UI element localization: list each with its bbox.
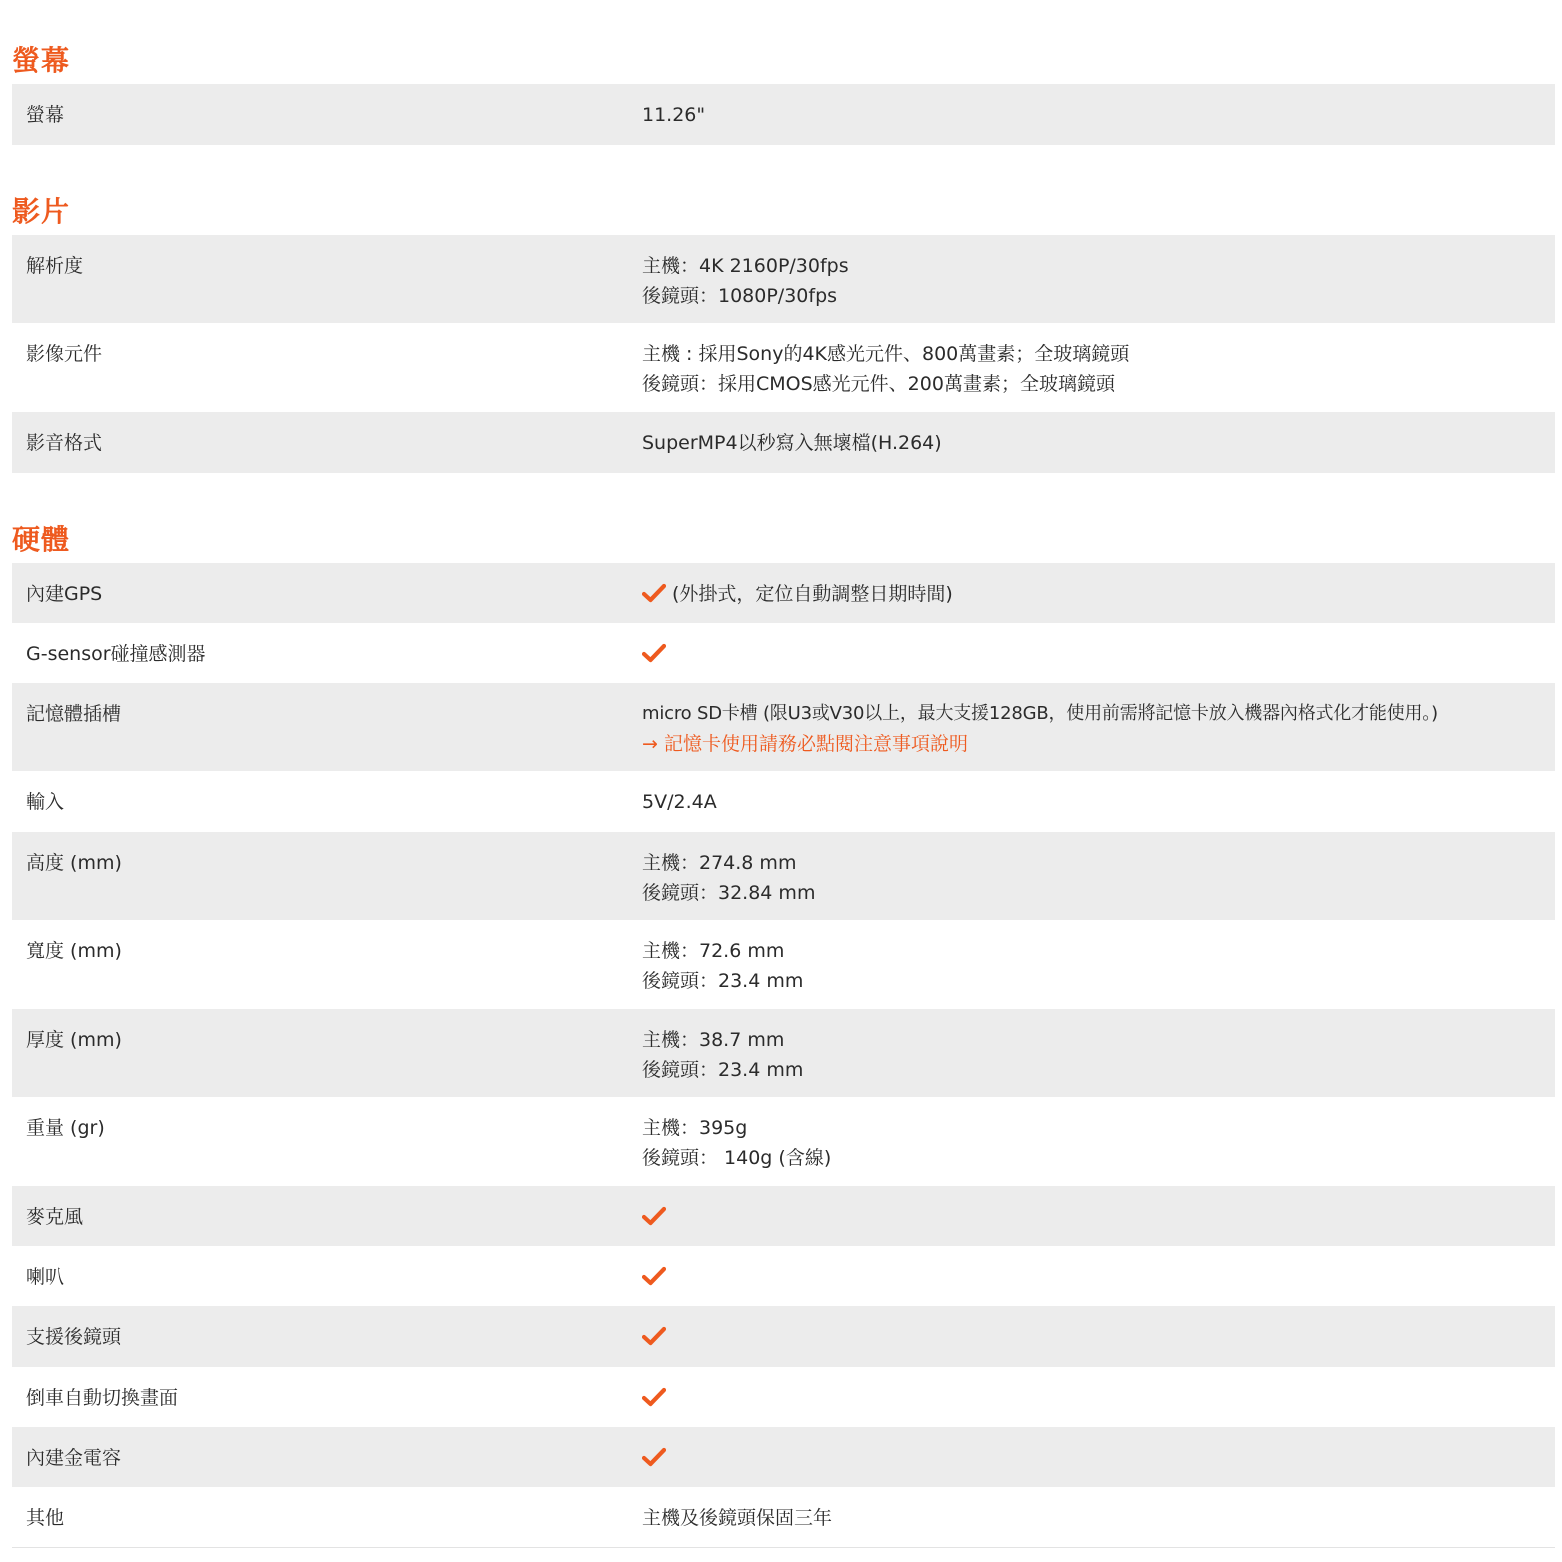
- spec-value-line: 後鏡頭： 140g (含線): [642, 1147, 832, 1169]
- spec-row-av-format: [12, 412, 1555, 473]
- spec-label: 影像元件: [26, 343, 103, 365]
- spec-value-line: 後鏡頭：32.84 mm: [642, 882, 816, 904]
- section-title-video: 影片: [12, 195, 71, 228]
- spec-row-g-sensor: [12, 623, 1555, 683]
- spec-row-rear-camera-support: [12, 1306, 1555, 1367]
- spec-label: 高度 (mm): [26, 852, 122, 874]
- spec-value: [642, 579, 1555, 609]
- spec-value-line: (外掛式，定位自動調整日期時間): [672, 583, 953, 605]
- spec-label: 解析度: [26, 255, 84, 277]
- spec-label: 重量 (gr): [26, 1117, 105, 1139]
- spec-value-line: 後鏡頭：採用CMOS感光元件、200萬畫素；全玻璃鏡頭: [642, 373, 1115, 395]
- checkmark-icon: [642, 1206, 666, 1226]
- spec-label: 內建金電容: [26, 1447, 122, 1469]
- spec-value: [642, 428, 1555, 458]
- spec-value-line: SuperMP4以秒寫入無壞檔(H.264): [642, 432, 942, 454]
- spec-row-weight: [12, 1097, 1555, 1186]
- spec-value-line: 主機：4K 2160P/30fps: [642, 255, 849, 277]
- spec-value-line: 主機：274.8 mm: [642, 852, 797, 874]
- spec-row-image-sensor: [12, 323, 1555, 412]
- table-bottom-divider: [12, 1547, 1555, 1548]
- spec-value: [642, 639, 1555, 669]
- spec-value-line: 11.26": [642, 104, 706, 126]
- memory-card-notice-link[interactable]: → 記憶卡使用請務必點閱注意事項說明: [642, 733, 968, 755]
- spec-value: [642, 848, 1555, 908]
- spec-row-memory-slot: [12, 683, 1555, 771]
- spec-value: [642, 1503, 1555, 1533]
- spec-row-height: [12, 832, 1555, 920]
- checkmark-icon: [642, 1266, 666, 1286]
- spec-label: 倒車自動切換畫面: [26, 1387, 179, 1409]
- spec-value: [642, 787, 1555, 817]
- spec-row-other: [12, 1487, 1555, 1547]
- spec-row-thickness: [12, 1009, 1555, 1097]
- spec-value: [642, 1383, 1555, 1413]
- spec-row-screen: [12, 84, 1555, 145]
- spec-label: 其他: [26, 1507, 65, 1529]
- spec-value: [642, 699, 1555, 759]
- spec-value-line: 主機：38.7 mm: [642, 1029, 785, 1051]
- spec-label: 厚度 (mm): [26, 1029, 122, 1051]
- spec-row-gps: [12, 563, 1555, 623]
- spec-label: 內建GPS: [26, 583, 103, 605]
- spec-value-line: 主機：395g: [642, 1117, 748, 1139]
- spec-row-speaker: [12, 1246, 1555, 1306]
- spec-label: 輸入: [26, 791, 65, 813]
- spec-row-reverse-switch: [12, 1367, 1555, 1427]
- checkmark-icon: [642, 583, 666, 603]
- spec-row-supercapacitor: [12, 1427, 1555, 1487]
- spec-table: [12, 38, 1555, 1548]
- spec-row-resolution: [12, 235, 1555, 323]
- spec-value: [642, 1113, 1555, 1173]
- checkmark-icon: [642, 643, 666, 663]
- spec-value: [642, 936, 1555, 996]
- spec-label: 影音格式: [26, 432, 103, 454]
- checkmark-icon: [642, 1326, 666, 1346]
- spec-value-line: 主機及後鏡頭保固三年: [642, 1507, 833, 1529]
- spec-value-line: 後鏡頭：23.4 mm: [642, 1059, 804, 1081]
- spec-value: [642, 1202, 1555, 1232]
- spec-label: G-sensor碰撞感測器: [26, 643, 206, 665]
- spec-label: 麥克風: [26, 1206, 84, 1228]
- spec-value-line: 5V/2.4A: [642, 791, 717, 813]
- spec-label: 記憶體插槽: [26, 703, 122, 725]
- spec-row-microphone: [12, 1186, 1555, 1246]
- spec-value: [642, 1443, 1555, 1473]
- section-title-screen: 螢幕: [12, 44, 71, 77]
- spec-label: 螢幕: [26, 104, 65, 126]
- checkmark-icon: [642, 1447, 666, 1467]
- spec-value: [642, 339, 1555, 399]
- spec-value: [642, 1322, 1555, 1352]
- spec-label: 喇叭: [26, 1266, 65, 1288]
- spec-value: [642, 251, 1555, 311]
- spec-value: [642, 100, 1555, 130]
- spec-value-line: 主機：72.6 mm: [642, 940, 785, 962]
- spec-label: 支援後鏡頭: [26, 1326, 122, 1348]
- section-title-hardware: 硬體: [12, 523, 71, 556]
- spec-value-line: micro SD卡槽 (限U3或V30以上，最大支援128GB，使用前需將記憶卡放入機器內格式化才能使用。): [642, 703, 1438, 724]
- spec-value: [642, 1025, 1555, 1085]
- checkmark-icon: [642, 1387, 666, 1407]
- spec-value-line: 後鏡頭：23.4 mm: [642, 970, 804, 992]
- spec-value: [642, 1262, 1555, 1292]
- spec-row-input: [12, 771, 1555, 832]
- spec-label: 寬度 (mm): [26, 940, 122, 962]
- spec-value-line: 後鏡頭：1080P/30fps: [642, 285, 838, 307]
- spec-row-width: [12, 920, 1555, 1009]
- spec-value-line: 主機 : 採用Sony的4K感光元件、800萬畫素；全玻璃鏡頭: [642, 343, 1130, 365]
